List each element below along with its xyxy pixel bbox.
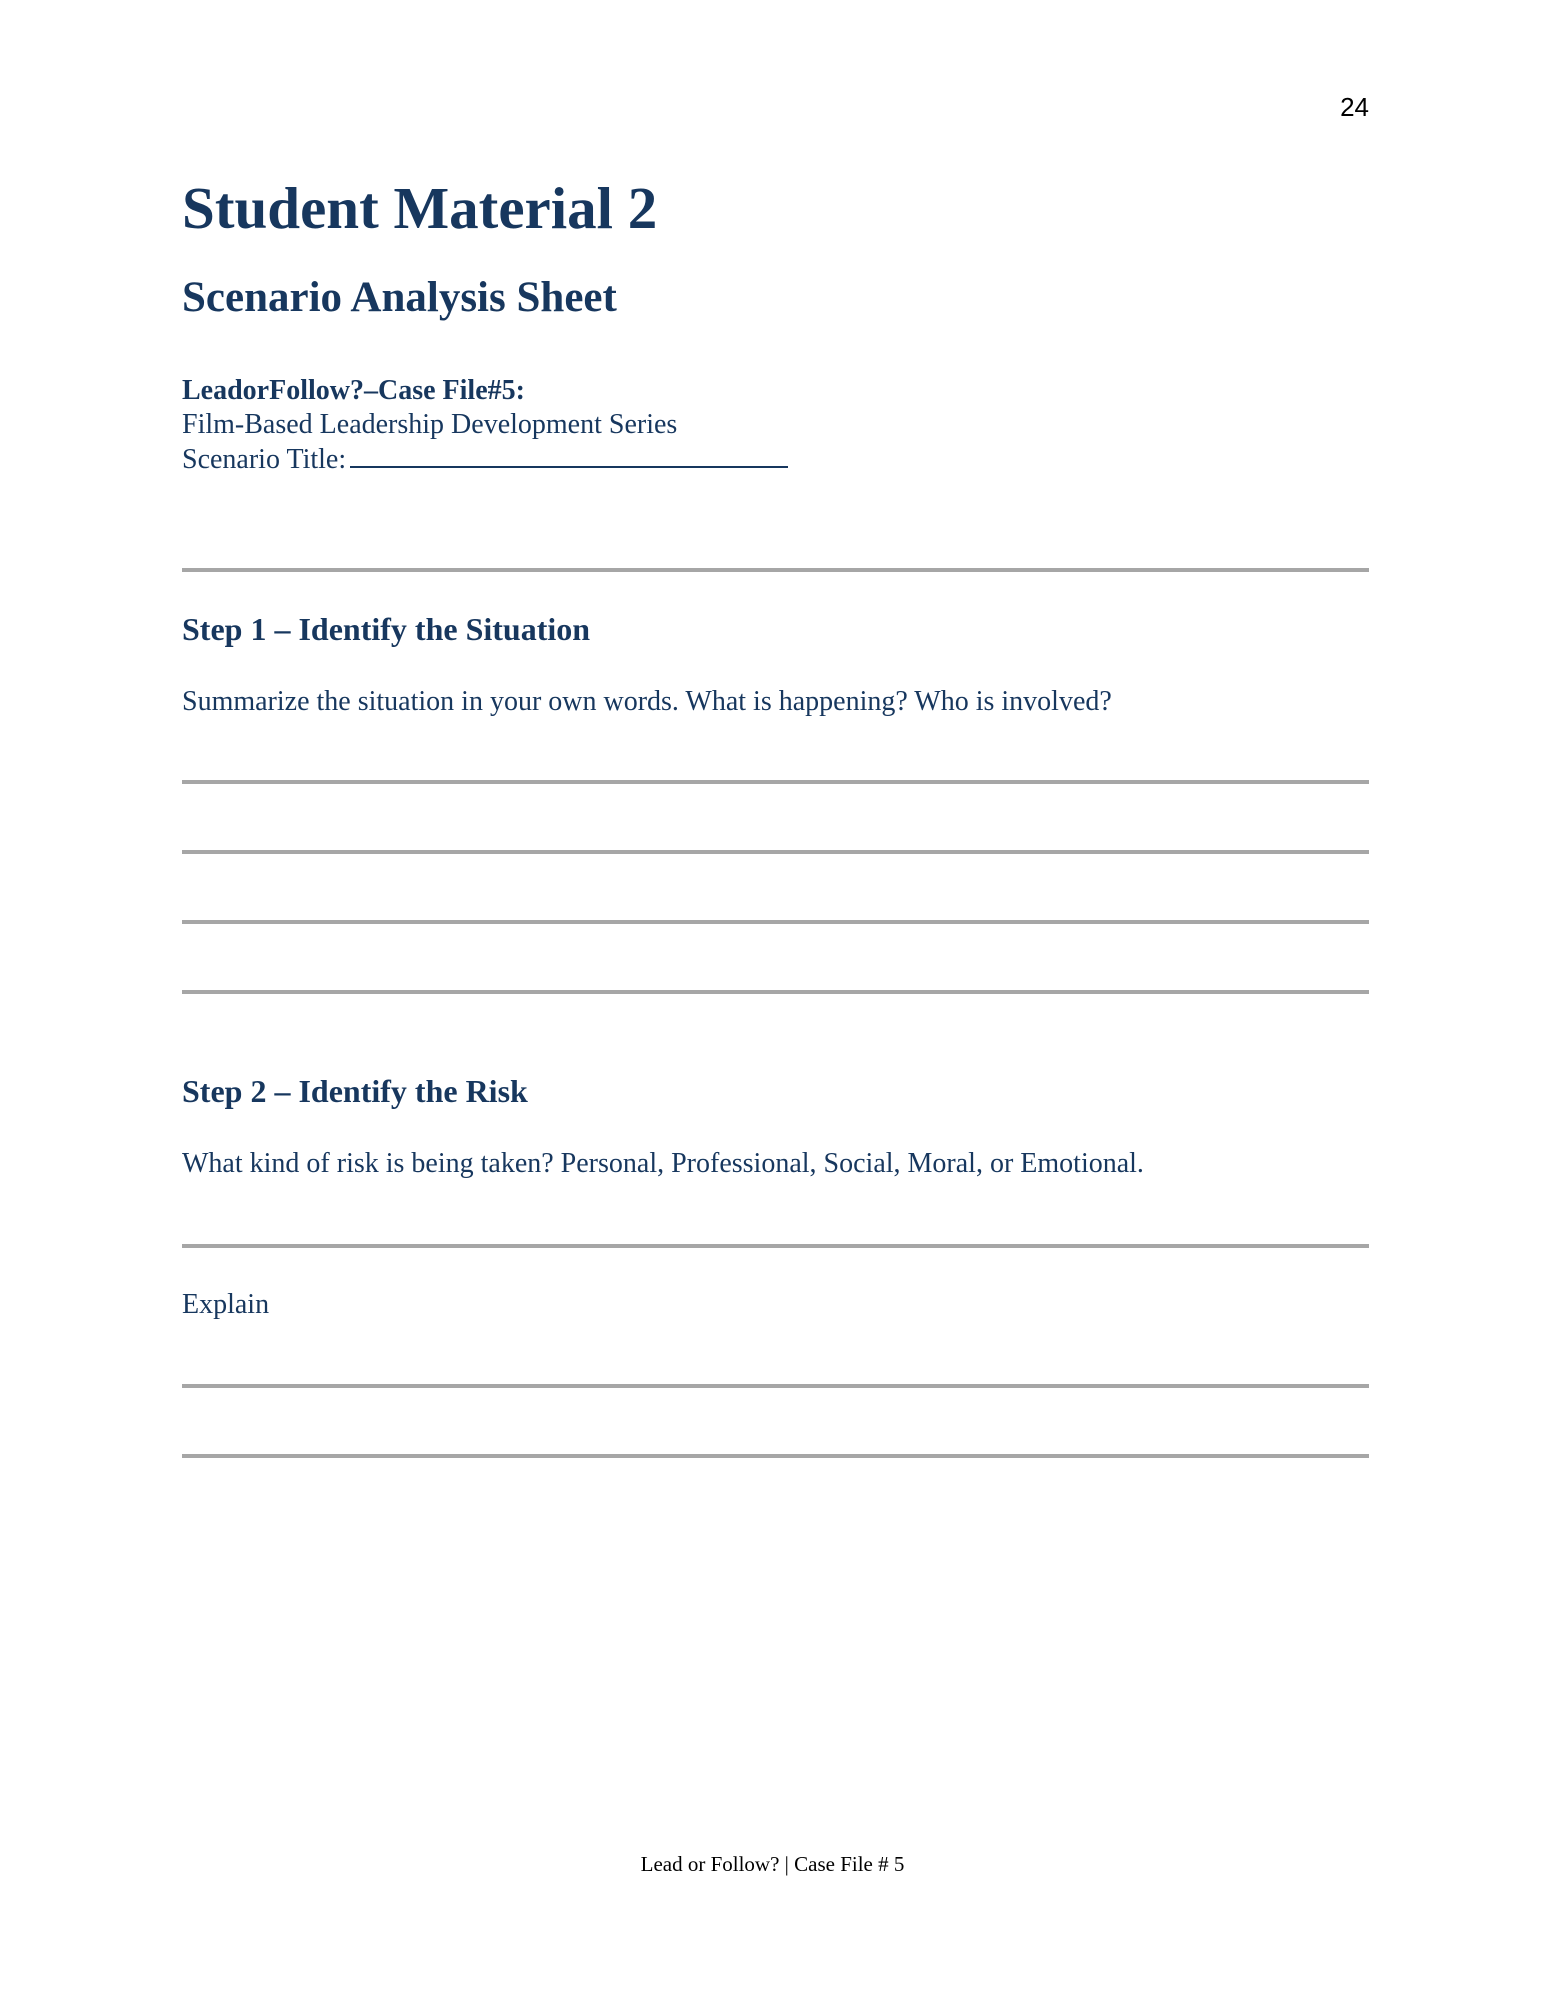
scenario-title-blank[interactable] (350, 442, 788, 468)
page-footer: Lead or Follow? | Case File # 5 (640, 1852, 905, 1876)
step2-heading: Step 2 – Identify the Risk (182, 1073, 528, 1109)
step2-explain-line-2[interactable] (182, 1454, 1369, 1458)
step1-answer-line-2[interactable] (182, 850, 1369, 854)
scenario-title-label: Scenario Title: (182, 444, 347, 475)
step2-risk-answer-line[interactable] (182, 1244, 1369, 1248)
page-number: 24 (1340, 92, 1369, 122)
case-file-heading: LeadorFollow?–Case File#5: (182, 375, 525, 406)
step2-explain-line-1[interactable] (182, 1384, 1369, 1388)
step1-answer-line-4[interactable] (182, 990, 1369, 994)
case-info (182, 374, 788, 477)
scenario-title-row (182, 442, 788, 477)
step1-answer-line-3[interactable] (182, 920, 1369, 924)
explain-label: Explain (182, 1289, 270, 1320)
step1-heading: Step 1 – Identify the Situation (182, 611, 591, 647)
page-title: Student Material 2 (182, 175, 658, 241)
step1-prompt: Summarize the situation in your own words. What is happening? Who is involved? (182, 686, 1112, 717)
series-name: Film-Based Leadership Development Series (182, 409, 678, 440)
step1-answer-line-1[interactable] (182, 780, 1369, 784)
step2-prompt: What kind of risk is being taken? Personal, Professional, Social, Moral, or Emotional. (182, 1148, 1144, 1179)
section-divider (182, 568, 1369, 572)
page-subtitle: Scenario Analysis Sheet (182, 274, 617, 321)
